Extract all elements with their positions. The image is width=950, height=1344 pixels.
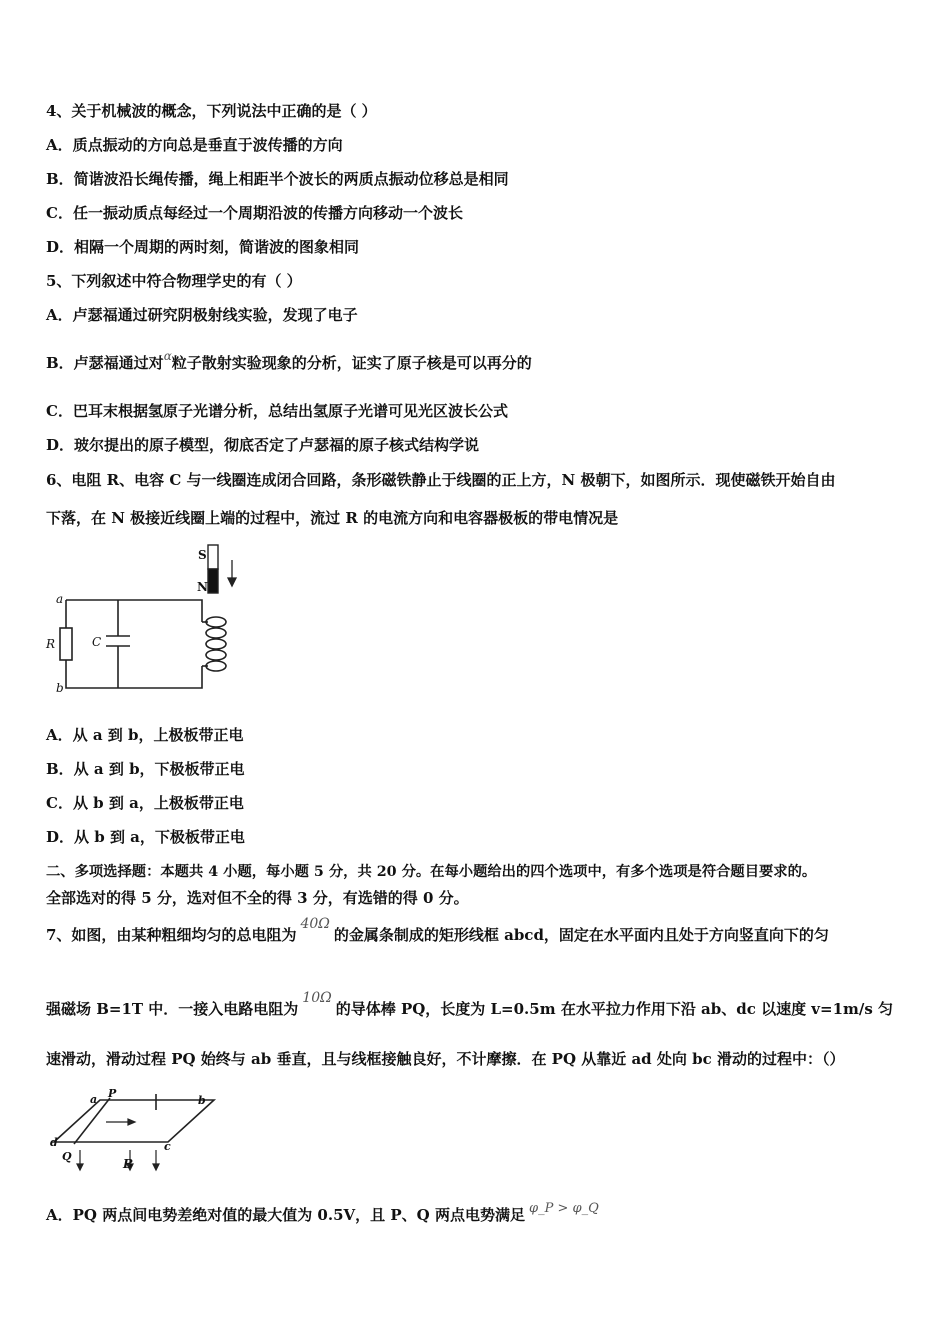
- resistor-symbol: [60, 628, 72, 660]
- q4-option-d: D．相隔一个周期的两时刻，简谐波的图象相同: [46, 238, 360, 256]
- pull-arrow-icon: [106, 1119, 135, 1125]
- coil-symbol: [202, 617, 226, 671]
- q7-option-a: [46, 1201, 599, 1227]
- q7-line1: [46, 916, 829, 946]
- label-p: P: [108, 1088, 117, 1100]
- q6-option-a: A．从 a 到 b，上极板带正电: [46, 726, 244, 744]
- q7-line2-pre: 强磁场 B=1T 中．一接入电路电阻为: [46, 1000, 299, 1018]
- bar-magnet-n: [208, 569, 218, 593]
- q6-option-b: B．从 a 到 b，下极板带正电: [46, 760, 245, 778]
- label-n: N: [197, 580, 208, 594]
- label-field-b: B: [123, 1157, 134, 1171]
- section2-line1: 二、多项选择题：本题共 4 小题，每小题 5 分，共 20 分。在每小题给出的四个选项中，有多个选项是符合题目要求的。: [46, 864, 817, 880]
- q7-line2-post: 的导体棒 PQ，长度为 L=0.5m 在水平拉力作用下沿 ab、dc 以速度 v=1m/s 匀: [335, 1000, 894, 1018]
- q5-option-b: [46, 349, 532, 374]
- section2-line2: 全部选对的得 5 分，选对但不全的得 3 分，有选错的得 0 分。: [46, 889, 469, 907]
- label-q: Q: [62, 1150, 72, 1163]
- label-r: R: [46, 637, 56, 651]
- bar-magnet-s: [208, 545, 218, 569]
- q6-option-d: D．从 b 到 a，下极板带正电: [46, 828, 245, 846]
- q6-circuit-figure: [42, 540, 252, 700]
- label-c: C: [92, 635, 102, 649]
- q5-option-b-pre: B．卢瑟福通过对: [46, 354, 164, 372]
- q5-option-d: D．玻尔提出的原子模型，彻底否定了卢瑟福的原子核式结构学说: [46, 436, 480, 454]
- down-arrow-icon: [228, 560, 236, 586]
- q6-option-c: C．从 b 到 a，上极板带正电: [46, 794, 244, 812]
- q7-line1-post: 的金属条制成的矩形线框 abcd，固定在水平面内且处于方向竖直向下的匀: [333, 926, 829, 944]
- q5-option-c: C．巴耳末根据氢原子光谱分析，总结出氢原子光谱可见光区波长公式: [46, 402, 508, 420]
- q5-stem: 5、下列叙述中符合物理学史的有（ ）: [46, 272, 302, 290]
- q7-line3: 速滑动，滑动过程 PQ 始终与 ab 垂直，且与线框接触良好，不计摩擦．在 PQ 从靠近 ad 处向 bc 滑动的过程中：（）: [46, 1050, 845, 1068]
- label-a: a: [90, 1093, 98, 1106]
- label-a: a: [56, 592, 64, 606]
- q7-resistance-total: 40Ω: [300, 916, 330, 932]
- q7-option-a-pre: A．PQ 两点间电势差绝对值的最大值为 0.5V，且 P、Q 两点电势满足: [46, 1206, 525, 1224]
- q6-stem-line2: 下落，在 N 极接近线圈上端的过程中，流过 R 的电流方向和电容器极板的带电情况是: [46, 509, 619, 527]
- label-b: b: [198, 1094, 206, 1107]
- q5-option-b-post: 粒子散射实验现象的分析，证实了原子核是可以再分的: [171, 354, 532, 372]
- label-d: d: [50, 1136, 58, 1149]
- q4-option-c: C．任一振动质点每经过一个周期沿波的传播方向移动一个波长: [46, 204, 463, 222]
- q5-option-a: A．卢瑟福通过研究阴极射线实验，发现了电子: [46, 306, 358, 324]
- q4-option-a: A．质点振动的方向总是垂直于波传播的方向: [46, 136, 343, 154]
- q7-resistance-rod: 10Ω: [302, 990, 332, 1006]
- label-b: b: [56, 681, 64, 695]
- q4-option-b: B．简谐波沿长绳传播，绳上相距半个波长的两质点振动位移总是相同: [46, 170, 509, 188]
- label-s: S: [198, 548, 207, 562]
- q7-frame-figure: [50, 1088, 230, 1174]
- field-arrows-icon: [77, 1150, 159, 1170]
- q7-line1-pre: 7、如图，由某种粗细均匀的总电阻为: [46, 926, 297, 944]
- q4-stem: 4、关于机械波的概念，下列说法中正确的是（ ）: [46, 102, 377, 120]
- alpha-symbol: α: [163, 349, 172, 363]
- q6-stem-line1: 6、电阻 R、电容 C 与一线圈连成闭合回路，条形磁铁静止于线圈的正上方，N 极朝下，如图所示．现使磁铁开始自由: [46, 471, 836, 489]
- q7-line2: [46, 990, 894, 1020]
- q7-option-a-formula: φ_P > φ_Q: [528, 1201, 599, 1216]
- label-c: c: [164, 1140, 171, 1153]
